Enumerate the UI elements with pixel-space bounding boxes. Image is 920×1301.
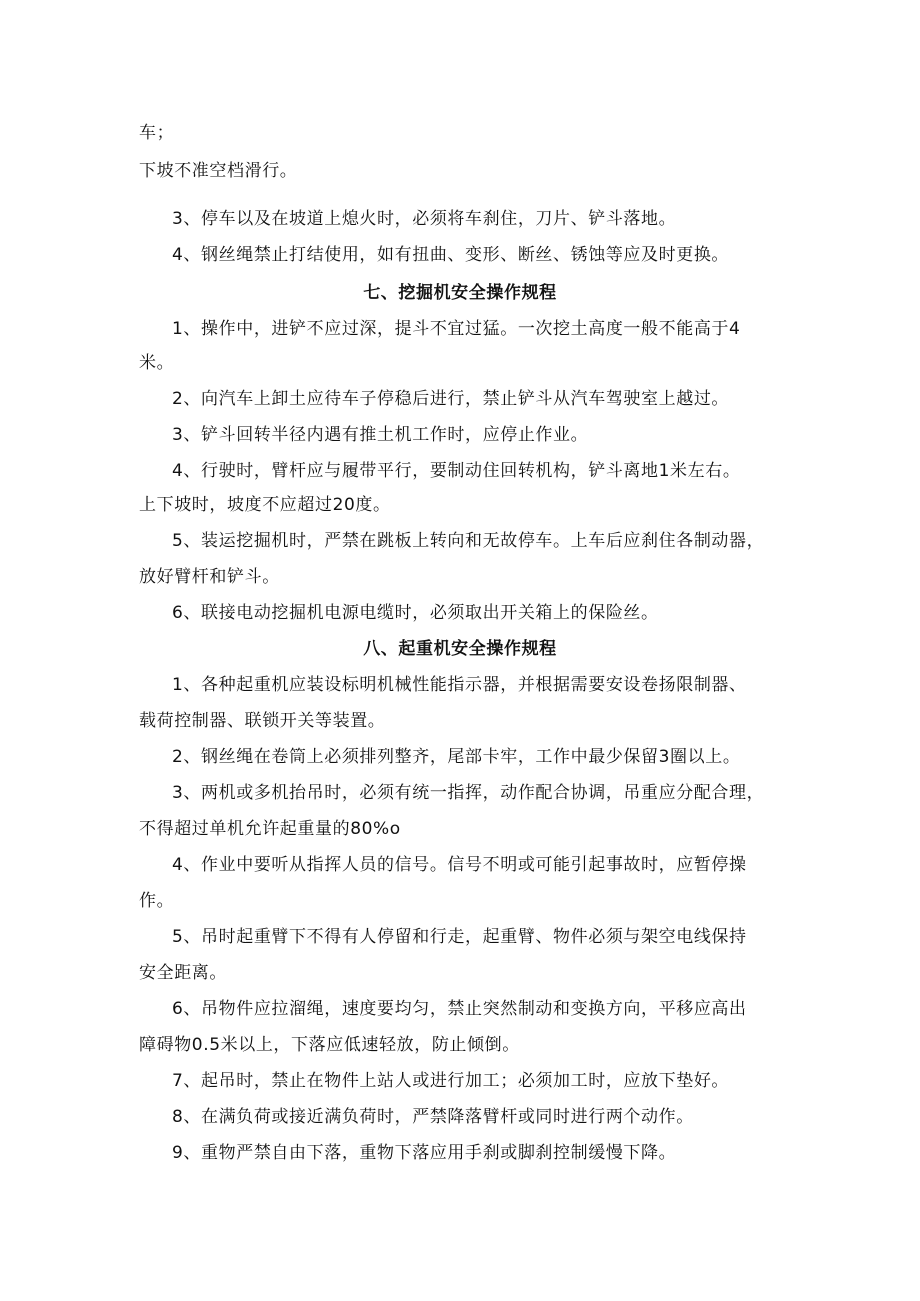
- rule-item: 2、钢丝绳在卷筒上必须排列整齐，尾部卡牢，工作中最少保留3圈以上。: [172, 747, 741, 767]
- rule-item: 3、铲斗回转半径内遇有推土机工作时，应停止作业。: [172, 425, 589, 445]
- text-line: 上下坡时，坡度不应超过20度。: [139, 495, 391, 515]
- rule-item: 3、停车以及在坡道上熄火时，必须将车刹住，刀片、铲斗落地。: [172, 209, 677, 229]
- rule-item: 8、在满负荷或接近满负荷时，严禁降落臂杆或同时进行两个动作。: [172, 1107, 694, 1127]
- text-line: 车；: [139, 123, 175, 143]
- text-line: 载荷控制器、联锁开关等装置。: [139, 711, 386, 731]
- text-line: 下坡不准空档滑行。: [139, 161, 298, 181]
- section-heading-crane: 八、起重机安全操作规程: [363, 639, 557, 659]
- rule-item: 2、向汽车上卸土应待车子停稳后进行，禁止铲斗从汽车驾驶室上越过。: [172, 389, 730, 409]
- section-heading-excavator: 七、挖掘机安全操作规程: [363, 283, 557, 303]
- text-line: 不得超过单机允许起重量的80%o: [139, 819, 401, 839]
- rule-item: 1、操作中，进铲不应过深，提斗不宜过猛。一次挖土高度一般不能高于4: [172, 319, 741, 339]
- rule-item: 4、作业中要听从指挥人员的信号。信号不明或可能引起事故时，应暂停操: [172, 855, 747, 875]
- rule-item: 4、钢丝绳禁止打结使用，如有扭曲、变形、断丝、锈蚀等应及时更换。: [172, 245, 730, 265]
- text-line: 作。: [139, 891, 175, 911]
- rule-item: 7、起吊时，禁止在物件上站人或进行加工；必须加工时，应放下垫好。: [172, 1071, 730, 1091]
- rule-item: 5、装运挖掘机时，严禁在跳板上转向和无故停车。上车后应刹住各制动器，: [172, 531, 765, 551]
- text-line: 放好臂杆和铲斗。: [139, 567, 280, 587]
- rule-item: 3、两机或多机抬吊时，必须有统一指挥，动作配合协调，吊重应分配合理，: [172, 783, 765, 803]
- rule-item: 4、行驶时，臂杆应与履带平行，要制动住回转机构，铲斗离地1米左右。: [172, 461, 741, 481]
- text-line: 安全距离。: [139, 963, 227, 983]
- rule-item: 1、各种起重机应装设标明机械性能指示器，并根据需要安设卷扬限制器、: [172, 675, 747, 695]
- rule-item: 6、联接电动挖掘机电源电缆时，必须取出开关箱上的保险丝。: [172, 603, 659, 623]
- text-line: 米。: [139, 353, 175, 373]
- rule-item: 5、吊时起重臂下不得有人停留和行走，起重臂、物件必须与架空电线保持: [172, 927, 747, 947]
- text-line: 障碍物0.5米以上，下落应低速轻放，防止倾倒。: [139, 1035, 520, 1055]
- rule-item: 6、吊物件应拉溜绳，速度要均匀，禁止突然制动和变换方向，平移应高出: [172, 999, 747, 1019]
- rule-item: 9、重物严禁自由下落，重物下落应用手刹或脚刹控制缓慢下降。: [172, 1143, 677, 1163]
